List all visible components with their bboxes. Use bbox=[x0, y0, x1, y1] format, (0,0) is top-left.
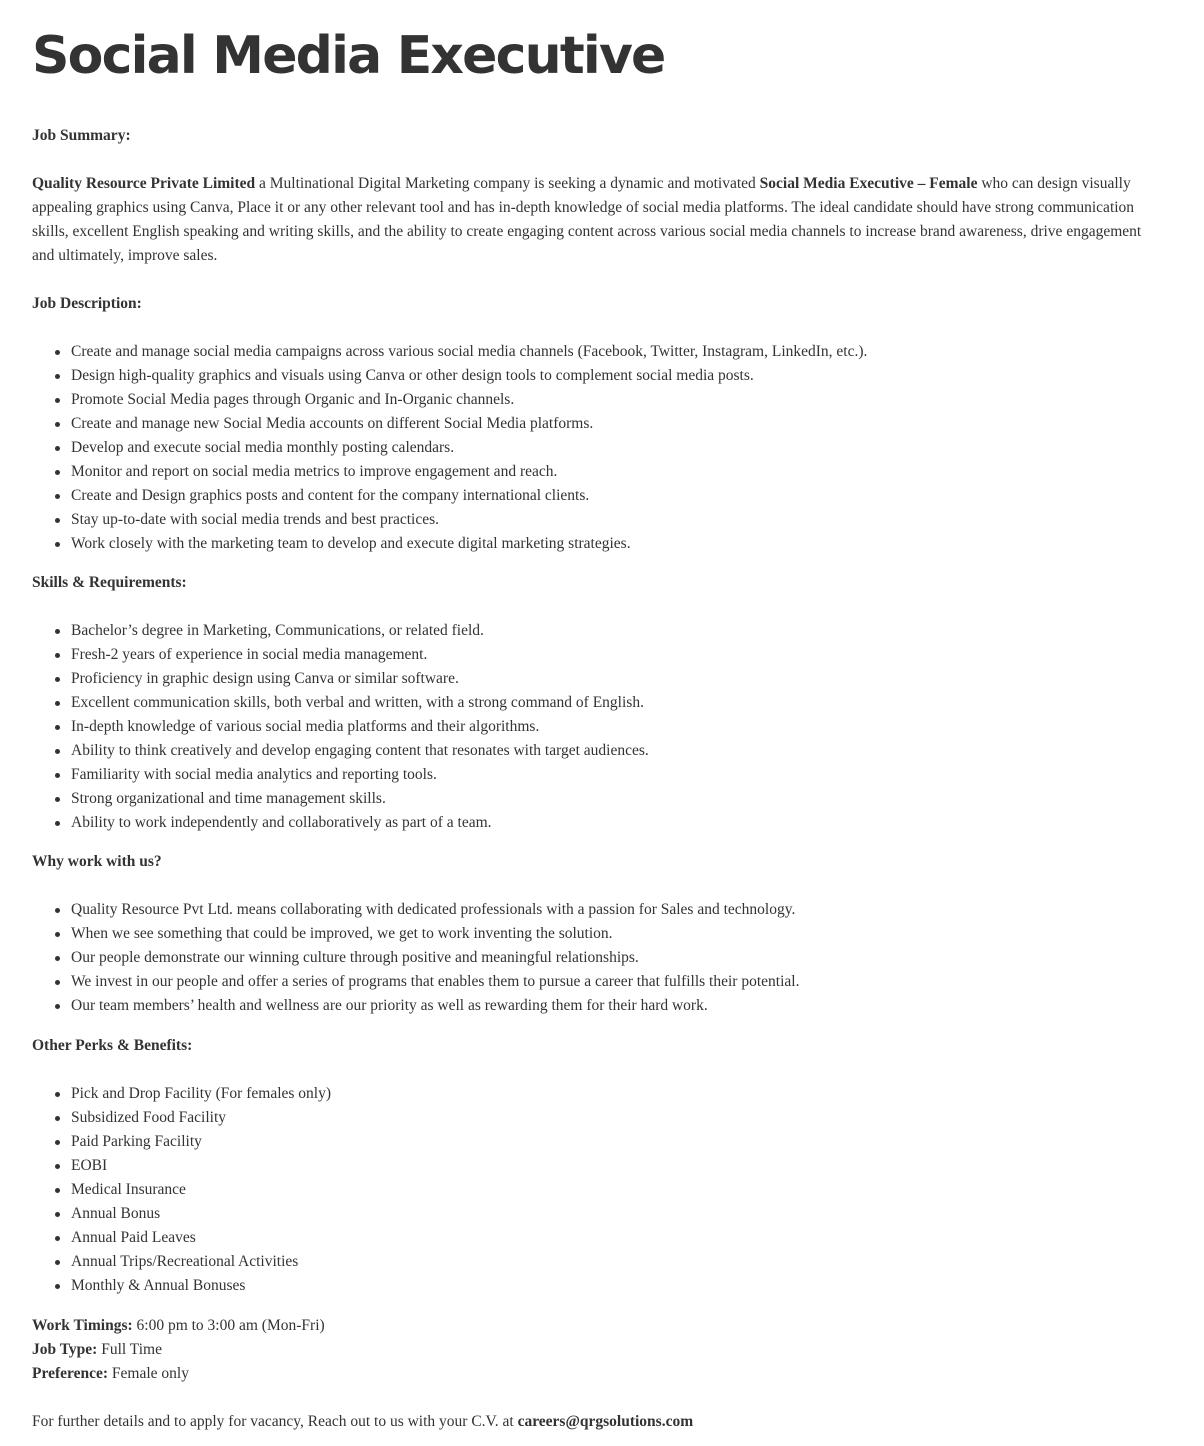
list-item: Familiarity with social media analytics and reporting tools. bbox=[71, 763, 1142, 787]
summary-text-1: a Multinational Digital Marketing company is seeking a dynamic and motivated bbox=[255, 175, 760, 192]
list-item: Proficiency in graphic design using Canva or similar software. bbox=[71, 667, 1142, 691]
list-item: Pick and Drop Facility (For females only) bbox=[71, 1082, 1142, 1106]
list-item: Promote Social Media pages through Organic and In-Organic channels. bbox=[71, 388, 1142, 412]
job-summary-heading: Job Summary: bbox=[32, 127, 131, 144]
job-details bbox=[32, 1314, 1142, 1386]
list-item: Bachelor’s degree in Marketing, Communications, or related field. bbox=[71, 619, 1142, 643]
why-work-list bbox=[32, 898, 1142, 1018]
work-timings-label: Work Timings: bbox=[32, 1317, 133, 1334]
list-item: Develop and execute social media monthly posting calendars. bbox=[71, 436, 1142, 460]
list-item: Ability to work independently and collaboratively as part of a team. bbox=[71, 811, 1142, 835]
job-type bbox=[32, 1338, 1142, 1362]
list-item: Medical Insurance bbox=[71, 1178, 1142, 1202]
list-item: Our team members’ health and wellness are our priority as well as rewarding them for their hard work. bbox=[71, 994, 1142, 1018]
list-item: Our people demonstrate our winning culture through positive and meaningful relationships. bbox=[71, 946, 1142, 970]
list-item: Monitor and report on social media metrics to improve engagement and reach. bbox=[71, 460, 1142, 484]
skills-heading: Skills & Requirements: bbox=[32, 574, 187, 591]
job-description-list bbox=[32, 340, 1142, 556]
preference-value: Female only bbox=[108, 1365, 189, 1382]
list-item: Annual Paid Leaves bbox=[71, 1226, 1142, 1250]
role-name: Social Media Executive – Female bbox=[759, 175, 978, 192]
work-timings-value: 6:00 pm to 3:00 am (Mon-Fri) bbox=[132, 1317, 325, 1334]
why-work-heading: Why work with us? bbox=[32, 853, 162, 870]
list-item: Ability to think creatively and develop engaging content that resonates with target audiences. bbox=[71, 739, 1142, 763]
list-item: Stay up-to-date with social media trends and best practices. bbox=[71, 508, 1142, 532]
job-type-label: Job Type: bbox=[32, 1341, 98, 1358]
list-item: Subsidized Food Facility bbox=[71, 1106, 1142, 1130]
list-item: Monthly & Annual Bonuses bbox=[71, 1274, 1142, 1298]
contact-text: For further details and to apply for vacancy, Reach out to us with your C.V. at bbox=[32, 1413, 518, 1430]
perks-heading: Other Perks & Benefits: bbox=[32, 1037, 193, 1054]
list-item: Work closely with the marketing team to develop and execute digital marketing strategies. bbox=[71, 532, 1142, 556]
job-post bbox=[32, 0, 1142, 1434]
list-item: Fresh-2 years of experience in social media management. bbox=[71, 643, 1142, 667]
preference-label: Preference: bbox=[32, 1365, 109, 1382]
company-name: Quality Resource Private Limited bbox=[32, 175, 256, 192]
list-item: Quality Resource Pvt Ltd. means collaborating with dedicated professionals with a passion for Sales and technology. bbox=[71, 898, 1142, 922]
skills-list bbox=[32, 619, 1142, 835]
list-item: Design high-quality graphics and visuals using Canva or other design tools to complement social media posts. bbox=[71, 364, 1142, 388]
work-timings bbox=[32, 1314, 1142, 1338]
list-item: Excellent communication skills, both verbal and written, with a strong command of English. bbox=[71, 691, 1142, 715]
list-item: In-depth knowledge of various social media platforms and their algorithms. bbox=[71, 715, 1142, 739]
list-item: Annual Trips/Recreational Activities bbox=[71, 1250, 1142, 1274]
list-item: We invest in our people and offer a series of programs that enables them to pursue a career that fulfills their potential. bbox=[71, 970, 1142, 994]
job-summary-paragraph bbox=[32, 172, 1142, 268]
list-item: Create and manage new Social Media accounts on different Social Media platforms. bbox=[71, 412, 1142, 436]
list-item: EOBI bbox=[71, 1154, 1142, 1178]
summary-text-2: who can design visually appealing graphics using Canva, Place it or any other relevant tool and has in-depth knowledge of social media platforms. The ideal candidate should have strong communication skills, excellent English speaking and writing skills, and the ability to create engaging content across various social media channels to increase brand awareness, drive engagement and ultimately, improve sales. bbox=[32, 175, 1142, 264]
contact-email: careers@qrgsolutions.com bbox=[517, 1413, 694, 1430]
preference bbox=[32, 1362, 1142, 1386]
job-type-value: Full Time bbox=[97, 1341, 162, 1358]
job-description-heading: Job Description: bbox=[32, 295, 142, 312]
list-item: When we see something that could be improved, we get to work inventing the solution. bbox=[71, 922, 1142, 946]
list-item: Create and Design graphics posts and content for the company international clients. bbox=[71, 484, 1142, 508]
list-item: Annual Bonus bbox=[71, 1202, 1142, 1226]
list-item: Paid Parking Facility bbox=[71, 1130, 1142, 1154]
perks-list bbox=[32, 1082, 1142, 1298]
page-title: Social Media Executive bbox=[32, 26, 665, 86]
contact-paragraph bbox=[32, 1410, 1142, 1434]
list-item: Strong organizational and time management skills. bbox=[71, 787, 1142, 811]
list-item: Create and manage social media campaigns across various social media channels (Facebook, Twitter, Instagram, LinkedIn, etc.). bbox=[71, 340, 1142, 364]
